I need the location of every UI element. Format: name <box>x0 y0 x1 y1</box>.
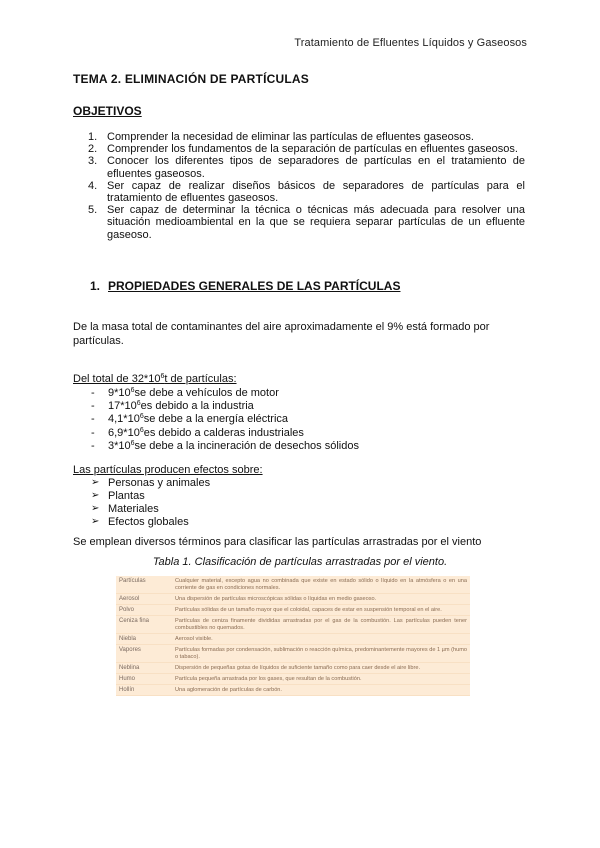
table-row <box>116 576 470 594</box>
list-item-text: Comprender los fundamentos de la separación de partículas en efluentes gaseosos. <box>107 143 518 156</box>
section-title: PROPIEDADES GENERALES DE LAS PARTÍCULAS <box>108 279 401 293</box>
list-item <box>91 400 359 413</box>
term-cell: Hollín <box>116 685 172 696</box>
dash-bullet: - <box>91 387 95 399</box>
value-text: 3*10 <box>108 439 131 452</box>
definition-cell: Partícula pequeña arrastrada por los gases, que resultan de la combustión. <box>172 674 470 685</box>
term-cell: Partículas <box>116 576 172 594</box>
list-item-text: Plantas <box>108 489 145 502</box>
definition-cell: Dispersión de pequeñas gotas de líquidos de suficiente tamaño como para caer desde el aire libre. <box>172 663 470 674</box>
list-item-text: se debe a vehículos de motor <box>134 387 279 399</box>
term-cell: Neblina <box>116 663 172 674</box>
list-number: 2. <box>88 143 98 156</box>
list-item-text: es debido a calderas industriales <box>143 426 304 439</box>
list-item <box>91 490 210 503</box>
superscript: 6 <box>136 400 141 408</box>
term-cell: Humo <box>116 674 172 685</box>
list-number: 3. <box>88 155 98 168</box>
value-text: 4,1*10 <box>108 413 140 426</box>
table-row <box>116 685 470 696</box>
list-item-text: Efectos globales <box>108 515 189 528</box>
objectives-heading: OBJETIVOS <box>73 104 142 118</box>
value-text: 9*10 <box>108 387 131 399</box>
classification-table <box>116 576 470 696</box>
table-row <box>116 594 470 605</box>
terms-paragraph: Se emplean diversos términos para clasificar las partículas arrastradas por el viento <box>73 536 482 548</box>
table-row <box>116 634 470 645</box>
list-item <box>88 180 525 204</box>
definition-cell: Partículas formadas por condensación, sublimación o reacción química, predominantemente mayores de 1 µm (humo o tabaco). <box>172 645 470 663</box>
list-item <box>91 516 210 529</box>
list-item <box>88 155 525 179</box>
list-item <box>91 440 359 453</box>
table-row <box>116 663 470 674</box>
list-item <box>88 131 525 143</box>
list-item <box>91 503 210 516</box>
heading-text: t de partículas: <box>164 373 237 385</box>
effects-list <box>91 477 210 529</box>
value-text: 17*10 <box>108 400 137 413</box>
table-row <box>116 605 470 616</box>
effects-heading: Las partículas producen efectos sobre: <box>73 464 263 476</box>
arrow-bullet-icon: ➢ <box>91 489 100 501</box>
section-number: 1. <box>90 279 101 293</box>
dash-bullet: - <box>91 400 95 413</box>
definition-cell: Aerosol visible. <box>172 634 470 645</box>
list-item <box>88 204 525 241</box>
list-item-text: Personas y animales <box>108 477 211 489</box>
list-item-text: Comprender la necesidad de eliminar las partículas de efluentes gaseosos. <box>107 131 474 143</box>
list-item-text: se debe a la incineración de desechos sólidos <box>134 439 359 452</box>
value-text: 6,9*10 <box>108 426 140 439</box>
list-item <box>91 477 210 490</box>
list-number: 5. <box>88 204 98 217</box>
section-heading <box>90 279 400 293</box>
definition-cell: Una dispersión de partículas microscópicas sólidas o líquidas en medio gaseoso. <box>172 594 470 605</box>
superscript: 6 <box>160 373 165 380</box>
list-number: 4. <box>88 179 98 192</box>
table-row <box>116 674 470 685</box>
arrow-bullet-icon: ➢ <box>91 477 100 488</box>
particle-sources-list <box>91 387 359 453</box>
table-caption: Tabla 1. Clasificación de partículas arrastradas por el viento. <box>152 556 448 568</box>
term-cell: Polvo <box>116 605 172 616</box>
term-cell: Ceniza fina <box>116 616 172 634</box>
list-item <box>91 387 359 400</box>
list-number: 1. <box>88 131 98 143</box>
table-row <box>116 616 470 634</box>
definition-cell: Partículas de ceniza finamente divididas arrastradas por el gas de la combustión. Las partículas pueden tener combustibles no quemados. <box>172 616 470 634</box>
list-item-text: se debe a la energía eléctrica <box>143 413 289 426</box>
superscript: 6 <box>139 413 144 421</box>
superscript: 6 <box>130 439 135 447</box>
list-item-text: Materiales <box>108 502 159 515</box>
definition-cell: Una aglomeración de partículas de carbón. <box>172 685 470 696</box>
superscript: 6 <box>139 426 144 434</box>
objectives-list <box>88 131 525 241</box>
list-item <box>91 413 359 426</box>
list-item-text: Ser capaz de determinar la técnica o técnicas más adecuada para resolver una situación medioambiental en la que se requiera separar partículas de un efluente gaseoso. <box>107 204 525 241</box>
dash-bullet: - <box>91 426 95 439</box>
heading-text: Del total de 32*10 <box>73 373 161 385</box>
running-header: Tratamiento de Efluentes Líquidos y Gaseosos <box>294 37 527 49</box>
list-item-text: Conocer los diferentes tipos de separadores de partículas en el tratamiento de efluentes gaseosos. <box>107 155 525 180</box>
dash-bullet: - <box>91 413 95 426</box>
term-cell: Aerosol <box>116 594 172 605</box>
list-item-text: Ser capaz de realizar diseños básicos de separadores de partículas para el tratamiento de efluentes gaseosos. <box>107 179 525 205</box>
chapter-title: TEMA 2. ELIMINACIÓN DE PARTÍCULAS <box>73 72 309 86</box>
list-item-text: es debido a la industria <box>140 400 254 413</box>
term-cell: Niebla <box>116 634 172 645</box>
superscript: 6 <box>130 387 135 394</box>
definition-cell: Cualquier material, excepto agua no combinada que existe en estado sólido o líquido en la atmósfera o en una corriente de gas en condiciones normales. <box>172 576 470 594</box>
list-item <box>91 427 359 440</box>
definition-cell: Partículas sólidas de un tamaño mayor que el coloidal, capaces de estar en suspensión temporal en el aire. <box>172 605 470 616</box>
term-cell: Vapores <box>116 645 172 663</box>
dash-bullet: - <box>91 439 95 452</box>
arrow-bullet-icon: ➢ <box>91 502 100 514</box>
intro-paragraph: De la masa total de contaminantes del aire aproximadamente el 9% está formado por partículas. <box>73 321 490 347</box>
list-item <box>88 143 525 155</box>
particles-total-heading <box>73 373 237 385</box>
table-row <box>116 645 470 663</box>
arrow-bullet-icon: ➢ <box>91 515 100 527</box>
